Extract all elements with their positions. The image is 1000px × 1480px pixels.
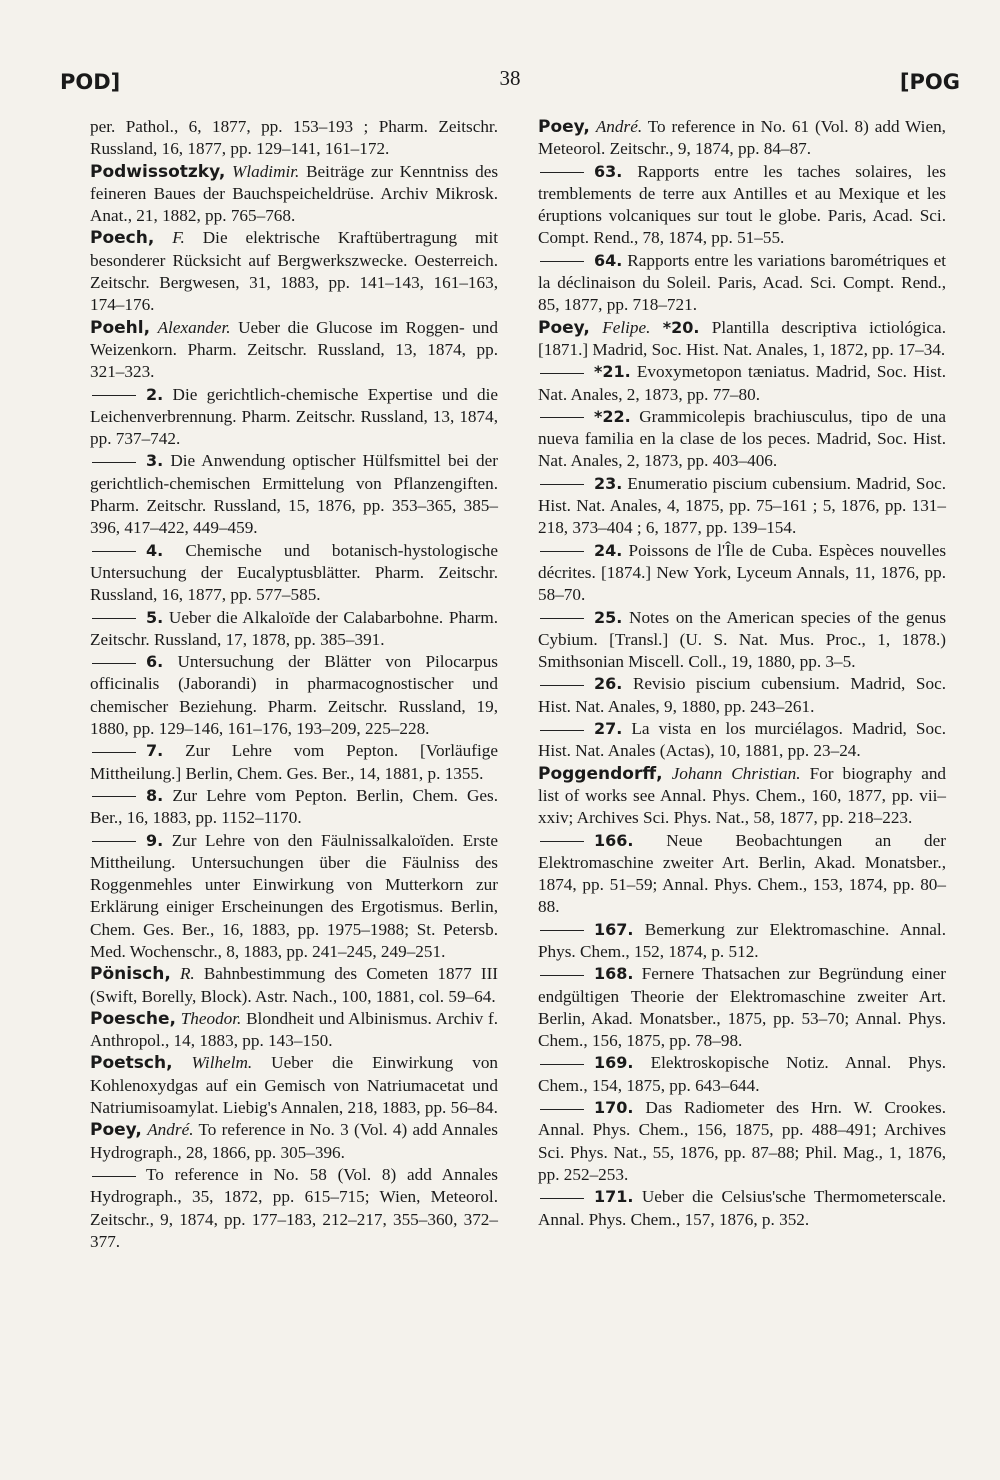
entry-text: Die elektrische Kraftübertragung mit besonderer Rücksicht auf Bergwerkszwecke. Oesterreich. Zeitschr. Bergwesen, 31, 1883, pp. 141–143, 161–163, 174–176. [90, 228, 498, 315]
bibliography-entry [90, 785, 498, 830]
ditto-dash [540, 1109, 584, 1110]
bibliography-entry [538, 963, 946, 1052]
bibliography-entry [90, 607, 498, 652]
entry-text: Ueber die Celsius'sche Thermometerscale. Annal. Phys. Chem., 157, 1876, p. 352. [538, 1187, 947, 1229]
ditto-dash [540, 685, 584, 686]
bibliography-entry [538, 250, 946, 317]
author-given-name: Wilhelm. [191, 1053, 253, 1073]
ditto-dash [540, 975, 584, 976]
entry-text: Bemerkung zur Elektromaschine. Annal. Phys. Chem., 152, 1874, p. 512. [538, 919, 947, 961]
header-left-guide: POD] [60, 70, 121, 94]
entry-text: Blondheit und Albinismus. Archiv f. Anthropol., 14, 1883, pp. 143–150. [90, 1008, 498, 1051]
entry-text: Rapports entre les variations barométriques et la déclinaison du Soleil. Paris, Acad. Sci. Compt. Rend., 85, 1877, pp. 718–721. [538, 250, 946, 315]
bibliography-entry [538, 317, 946, 362]
bibliography-entry [90, 963, 498, 1008]
right-column [538, 116, 946, 1231]
bibliography-entry [538, 830, 946, 919]
entry-text: Elektroskopische Notiz. Annal. Phys. Chem., 154, 1875, pp. 643–644. [538, 1053, 946, 1095]
bibliography-entry [538, 473, 946, 540]
author-given-name: F. [172, 228, 185, 248]
entry-text: Ueber die Glucose im Roggen- und Weizenkorn. Pharm. Zeitschr. Russland, 13, 1874, pp. 321–323. [90, 317, 498, 382]
ditto-dash [92, 796, 136, 797]
entry-number: *20. [662, 317, 700, 337]
bibliography-entry [538, 406, 946, 473]
author-given-name: André. [147, 1120, 194, 1140]
author-given-name: Alexander. [157, 317, 231, 337]
ditto-dash [540, 1064, 584, 1065]
author-given-name: Theodor. [180, 1008, 242, 1028]
entry-number: 4. [146, 540, 164, 560]
ditto-dash [540, 618, 584, 619]
bibliography-entry [538, 718, 946, 763]
bibliography-entry [90, 1008, 498, 1053]
author-given-name: André. [595, 117, 643, 136]
ditto-dash [92, 618, 136, 619]
author-given-name: Johann Christian. [671, 763, 801, 783]
entry-text: Grammicolepis brachiusculus, tipo de una nueva familia en la clase de los peces. Madrid, Soc. Hist. Nat. Anales, 2, 1873, pp. 403–406. [538, 406, 946, 471]
page-number: 38 [499, 66, 521, 90]
entry-text: Ueber die Alkaloïde der Calabarbohne. Pharm. Zeitschr. Russland, 17, 1878, pp. 385–391. [90, 607, 499, 649]
ditto-dash [92, 462, 136, 463]
entry-text: Die gerichtlich-chemische Expertise und die Leichenverbrennung. Pharm. Zeitschr. Russland, 13, 1874, pp. 737–742. [90, 384, 498, 449]
bibliography-entry [90, 227, 498, 316]
author-given-name: Wladimir. [232, 161, 300, 181]
entry-text: Die Anwendung optischer Hülfsmittel bei der gerichtlich-chemischen Ermittelung von Pflanzengiften. Pharm. Zeitschr. Russland, 15, 1876, pp. 353–365, 385–396, 417–422, 449–459. [90, 451, 498, 538]
bibliography-entry [538, 763, 946, 830]
entry-number: 24. [594, 540, 623, 560]
ditto-dash [540, 484, 584, 485]
entry-text: Rapports entre les taches solaires, les tremblements de terre aux Antilles et au Mexique et les éruptions volcaniques sur tout le globe. Paris, Acad. Sci. Compt. Rend., 78, 1874, pp. 51–55. [538, 161, 947, 248]
bibliography-entry [90, 1164, 498, 1253]
entry-text: To reference in No. 58 (Vol. 8) add Annales Hydrograph., 35, 1872, pp. 615–715; Wien, Meteorol. Zeitschr., 9, 1874, pp. 177–183, 212–217, 355–360, 372–377. [90, 1164, 498, 1251]
entry-number: 171. [594, 1187, 634, 1207]
page-header [60, 66, 960, 100]
bibliography-entry [90, 384, 498, 451]
entry-text: Beiträge zur Kenntniss des feineren Baues der Bauchspeicheldrüse. Archiv Mikrosk. Anat., 21, 1882, pp. 765–768. [90, 161, 499, 226]
entry-text: Evoxymetopon tæniatus. Madrid, Soc. Hist. Nat. Anales, 2, 1873, pp. 77–80. [538, 362, 946, 404]
ditto-dash [92, 841, 136, 842]
bibliography-entry [538, 1097, 946, 1186]
entry-text: Zur Lehre vom Pepton. [Vorläufige Mittheilung.] Berlin, Chem. Ges. Ber., 14, 1881, p. 1355. [90, 741, 498, 783]
bibliography-entry [538, 919, 946, 964]
entry-number: 168. [594, 964, 634, 984]
ditto-dash [92, 752, 136, 753]
entry-text: Zur Lehre vom Pepton. Berlin, Chem. Ges. Ber., 16, 1883, pp. 1152–1170. [90, 785, 498, 828]
author-surname: Podwissotzky, [90, 161, 226, 182]
ditto-dash [540, 1198, 584, 1199]
author-surname: Poetsch, [90, 1053, 173, 1074]
bibliography-entry [90, 1119, 498, 1164]
ditto-dash [540, 261, 584, 262]
entry-text: Enumeratio piscium cubensium. Madrid, Soc. Hist. Nat. Anales, 4, 1875, pp. 75–161 ; 5, 1876, pp. 131–218, 373–404 ; 6, 1877, pp. 139–154. [538, 473, 946, 538]
bibliography-entry [90, 161, 498, 228]
author-given-name: Felipe. [602, 317, 651, 337]
entry-text: Notes on the American species of the genus Cybium. [Transl.] (U. S. Nat. Mus. Proc., 1, 1878.) Smithsonian Miscell. Coll., 19, 1880, pp. 3–5. [538, 607, 947, 672]
bibliography-entry [538, 361, 946, 406]
ditto-dash [92, 551, 136, 552]
author-surname: Poech, [90, 228, 155, 249]
header-right-guide: [POG [899, 70, 960, 94]
ditto-dash [92, 1176, 136, 1177]
bibliography-entry [90, 116, 498, 161]
author-surname: Poggendorff, [538, 763, 663, 784]
entry-text: Untersuchung der Blätter von Pilocarpus officinalis (Jaborandi) in pharmacognostischer und chemischer Beziehung. Pharm. Zeitschr. Russland, 19, 1880, pp. 129–146, 161–176, 193–209, 225–228. [90, 652, 498, 739]
bibliography-entry [90, 1052, 498, 1119]
bibliography-entry [538, 607, 946, 674]
author-surname: Pönisch, [90, 964, 171, 985]
entry-text: To reference in No. 61 (Vol. 8) add Wien, Meteorol. Zeitschr., 9, 1874, pp. 84–87. [538, 117, 946, 159]
author-surname: Poehl, [90, 317, 151, 338]
entry-number: 27. [594, 719, 623, 739]
entry-text: Ueber die Einwirkung von Kohlenoxydgas auf ein Gemisch von Natriumacetat und Natriumisoamylat. Liebig's Annalen, 218, 1883, pp. 56–84. [90, 1053, 499, 1118]
entry-number: 167. [594, 919, 634, 939]
bibliography-entry [90, 450, 498, 539]
entry-text: Bahnbestimmung des Cometen 1877 III (Swift, Borelly, Block). Astr. Nach., 100, 1881, col. 59–64. [90, 964, 499, 1006]
author-surname: Poey, [538, 117, 590, 137]
left-column [90, 116, 498, 1253]
entry-text: Zur Lehre von den Fäulnissalkaloïden. Erste Mittheilung. Untersuchungen über die Fäulniss des Roggenmehles unter Einwirkung von Mutterkorn zur Erklärung einiger Erscheinungen des Ergotismus. Berlin, Chem. Ges. Ber., 16, 1883, pp. 1975–1988; St. Petersb. Med. Wochenschr., 8, 1883, pp. 241–245, 249–251. [90, 830, 498, 961]
entry-number: 23. [594, 473, 623, 493]
entry-text: Plantilla descriptiva ictiológica. [1871.] Madrid, Soc. Hist. Nat. Anales, 1, 1872, pp. 17–34. [538, 317, 946, 359]
entry-text: Revisio piscium cubensium. Madrid, Soc. Hist. Nat. Anales, 9, 1880, pp. 243–261. [538, 674, 946, 716]
bibliography-entry [538, 161, 946, 250]
entry-number: 7. [146, 741, 164, 761]
entry-number: *21. [594, 362, 631, 382]
entry-number: *22. [594, 406, 631, 426]
bibliography-entry [90, 317, 498, 384]
ditto-dash [92, 395, 136, 396]
ditto-dash [92, 663, 136, 664]
author-surname: Poey, [90, 1120, 142, 1141]
ditto-dash [540, 551, 584, 552]
ditto-dash [540, 930, 584, 931]
entry-text: Fernere Thatsachen zur Begründung einer endgültigen Theorie der Elektromaschine zweiter Art. Berlin, Akad. Monatsber., 1875, pp. 53–70; Annal. Phys. Chem., 156, 1875, pp. 78–98. [538, 964, 947, 1051]
entry-number: 5. [146, 607, 164, 627]
ditto-dash [540, 172, 584, 173]
ditto-dash [540, 373, 584, 374]
entry-text: La vista en los murciélagos. Madrid, Soc. Hist. Nat. Anales (Actas), 10, 1881, pp. 23–24. [538, 719, 947, 761]
entry-number: 8. [146, 785, 164, 805]
entry-text: For biography and list of works see Annal. Phys. Chem., 160, 1877, pp. vii–xxiv; Archives Sci. Phys. Nat., 58, 1877, pp. 218–223. [538, 763, 947, 828]
bibliography-entry [538, 540, 946, 607]
bibliography-entry [90, 740, 498, 785]
bibliography-entry [538, 1186, 946, 1231]
bibliography-entry [538, 1052, 946, 1097]
entry-number: 63. [594, 161, 623, 181]
entry-text: per. Pathol., 6, 1877, pp. 153–193 ; Pharm. Zeitschr. Russland, 16, 1877, pp. 129–141, 161–172. [90, 117, 498, 159]
entry-number: 170. [594, 1098, 634, 1118]
bibliography-entry [538, 116, 946, 161]
author-given-name: R. [179, 964, 195, 984]
entry-text: Das Radiometer des Hrn. W. Crookes. Annal. Phys. Chem., 156, 1875, pp. 488–491; Archives Sci. Phys. Nat., 55, 1876, pp. 87–88; Phil. Mag., 1, 1876, pp. 252–253. [538, 1098, 947, 1184]
entry-number: 64. [594, 250, 623, 270]
bibliography-entry [90, 830, 498, 964]
entry-number: 25. [594, 607, 623, 627]
entry-text: To reference in No. 3 (Vol. 4) add Annales Hydrograph., 28, 1866, pp. 305–396. [90, 1120, 498, 1162]
entry-number: 169. [594, 1053, 634, 1073]
entry-number: 9. [146, 830, 164, 850]
entry-number: 166. [594, 830, 634, 850]
entry-text: Poissons de l'Île de Cuba. Espèces nouvelles décrites. [1874.] New York, Lyceum Annals, 11, 1876, pp. 58–70. [538, 540, 947, 605]
author-surname: Poesche, [90, 1008, 176, 1029]
entry-number: 6. [146, 652, 164, 672]
ditto-dash [540, 730, 584, 731]
entry-number: 3. [146, 451, 164, 471]
bibliography-entry [538, 673, 946, 718]
ditto-dash [540, 841, 584, 842]
ditto-dash [540, 417, 584, 418]
entry-number: 26. [594, 674, 623, 694]
bibliography-entry [90, 651, 498, 740]
entry-number: 2. [146, 384, 164, 404]
entry-text: Neue Beobachtungen an der Elektromaschine zweiter Art. Berlin, Akad. Monatsber., 1874, pp. 51–59; Annal. Phys. Chem., 153, 1874, pp. 80–88. [538, 830, 947, 917]
bibliography-entry [90, 540, 498, 607]
entry-text: Chemische und botanisch-hystologische Untersuchung der Eucalyptusblätter. Pharm. Zeitschr. Russland, 16, 1877, pp. 577–585. [90, 540, 498, 605]
author-surname: Poey, [538, 317, 590, 338]
